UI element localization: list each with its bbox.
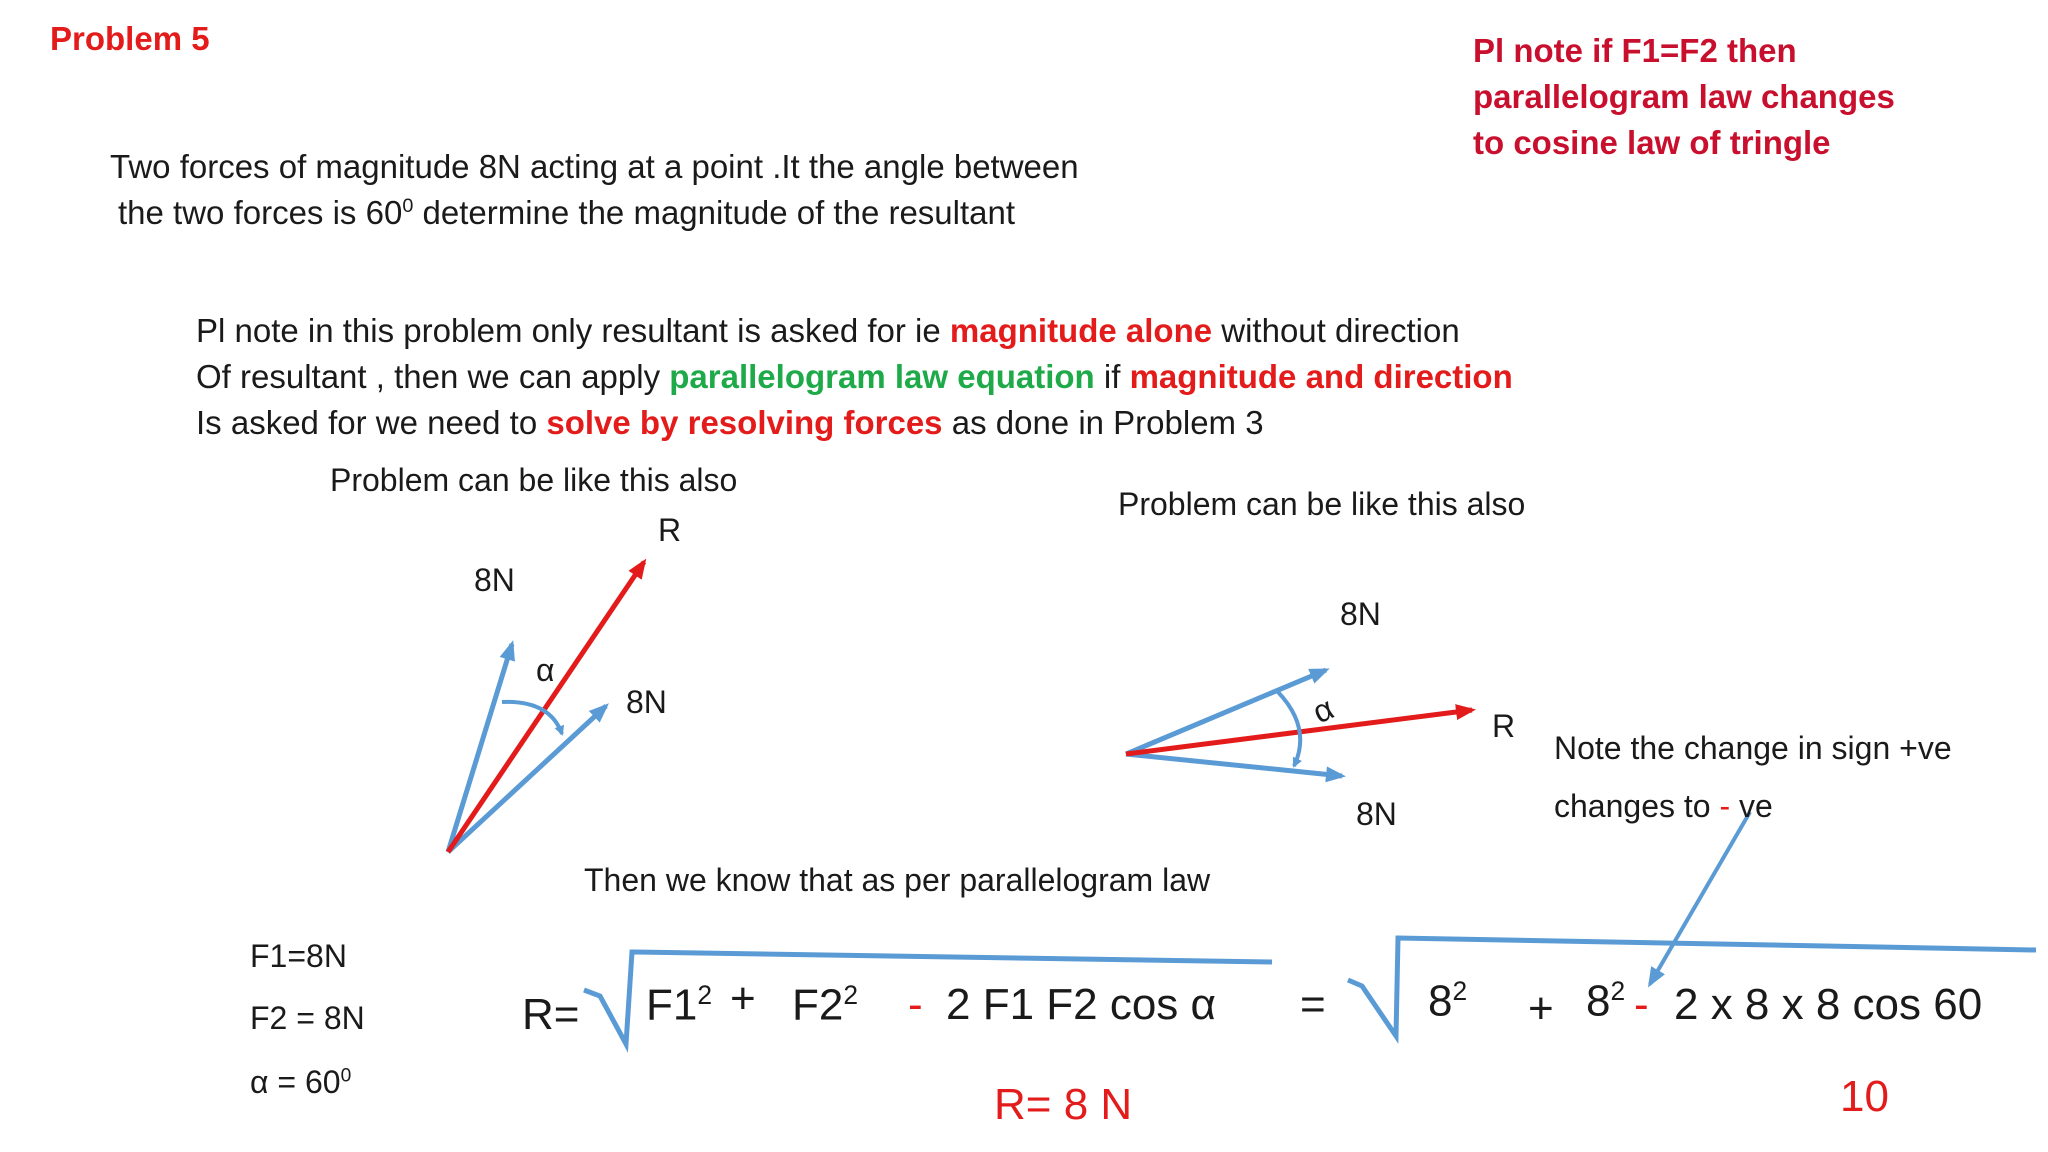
eq-sup: 2 [843, 980, 859, 1010]
expl-text: Of resultant , then we can apply [196, 358, 670, 395]
eq-f1: F1 [646, 980, 698, 1030]
degree-sup: 0 [402, 195, 414, 217]
eq-sup: 2 [1610, 976, 1626, 1006]
statement-text-b: determine the magnitude of the resultant [413, 194, 1016, 231]
note-line-3: to cosine law of tringle [1473, 124, 1831, 161]
law-statement: Then we know that as per parallelogram law [584, 862, 1211, 898]
page-number: 10 [1840, 1072, 1889, 1121]
right-diagram-caption: Problem can be like this also [1118, 486, 1526, 522]
equation-minus: - [908, 980, 923, 1029]
sign-note-text: ve [1730, 788, 1773, 824]
left-force-label-2: 8N [626, 684, 667, 720]
expl-text: Is asked for we need to [196, 404, 547, 441]
eq-eight: 8 [1586, 976, 1611, 1026]
expl-highlight-resolving: solve by resolving forces [546, 404, 943, 441]
equation-r: R= [522, 990, 580, 1039]
sign-note-text: changes to [1554, 788, 1720, 824]
expl-text: if [1094, 358, 1130, 395]
expl-text: without direction [1212, 312, 1460, 349]
expl-highlight-parallelogram: parallelogram law equation [669, 358, 1095, 395]
right-force-vector-2 [1126, 754, 1342, 776]
given-alpha-text: α = 60 [250, 1064, 341, 1100]
left-resultant-vector [448, 562, 644, 852]
note-line-2: parallelogram law changes [1473, 78, 1895, 115]
equation-f1-squared [646, 980, 712, 1031]
right-force-label-1: 8N [1340, 596, 1381, 632]
eq-sup: 2 [697, 980, 713, 1010]
degree-sup: 0 [340, 1065, 352, 1087]
problem-title: Problem 5 [50, 20, 210, 57]
sign-note-minus: - [1719, 788, 1731, 824]
left-force-diagram [448, 562, 644, 852]
left-alpha-label: α [536, 652, 555, 688]
eq-f2: F2 [792, 980, 844, 1030]
note-line-1: Pl note if F1=F2 then [1473, 32, 1797, 69]
equation-eight-squared-2 [1586, 976, 1625, 1027]
sign-note-line-2 [1554, 788, 1773, 825]
expl-text: Pl note in this problem only resultant is asked for ie [196, 312, 950, 349]
eq-eight: 8 [1428, 976, 1453, 1026]
given-f2: F2 = 8N [250, 1000, 365, 1036]
expl-text: as done in Problem 3 [942, 404, 1264, 441]
sign-note-line-1: Note the change in sign +ve [1554, 730, 1952, 766]
expl-highlight-direction: magnitude and direction [1129, 358, 1513, 395]
result-value: R= 8 N [994, 1080, 1133, 1129]
equation-minus-2: - [1634, 980, 1649, 1029]
equation-cos-term: 2 F1 F2 cos α [946, 980, 1216, 1029]
eq-sup: 2 [1452, 976, 1468, 1006]
left-force-label-1: 8N [474, 562, 515, 598]
equation-numeric-term: 2 x 8 x 8 cos 60 [1674, 980, 1983, 1029]
given-alpha [250, 1064, 351, 1101]
given-f1: F1=8N [250, 938, 347, 974]
equation-f2-squared [792, 980, 858, 1031]
statement-text-a: the two forces is 60 [118, 194, 403, 231]
equation-plus: + [730, 974, 756, 1023]
right-angle-arc [1278, 692, 1300, 766]
left-diagram-caption: Problem can be like this also [330, 462, 738, 498]
right-force-label-2: 8N [1356, 796, 1397, 832]
sign-pointer-arrow [1650, 812, 1750, 984]
statement-line-1: Two forces of magnitude 8N acting at a point .It the angle between [110, 148, 1079, 185]
equation-equals: = [1300, 980, 1326, 1029]
right-force-diagram [1126, 670, 1472, 776]
right-resultant-label: R [1492, 708, 1516, 744]
left-resultant-label: R [658, 512, 682, 548]
equation-eight-squared-1 [1428, 976, 1467, 1027]
right-alpha-label: α [1307, 689, 1340, 731]
expl-highlight-magnitude: magnitude alone [949, 312, 1213, 349]
equation-plus-2: + [1528, 984, 1554, 1033]
